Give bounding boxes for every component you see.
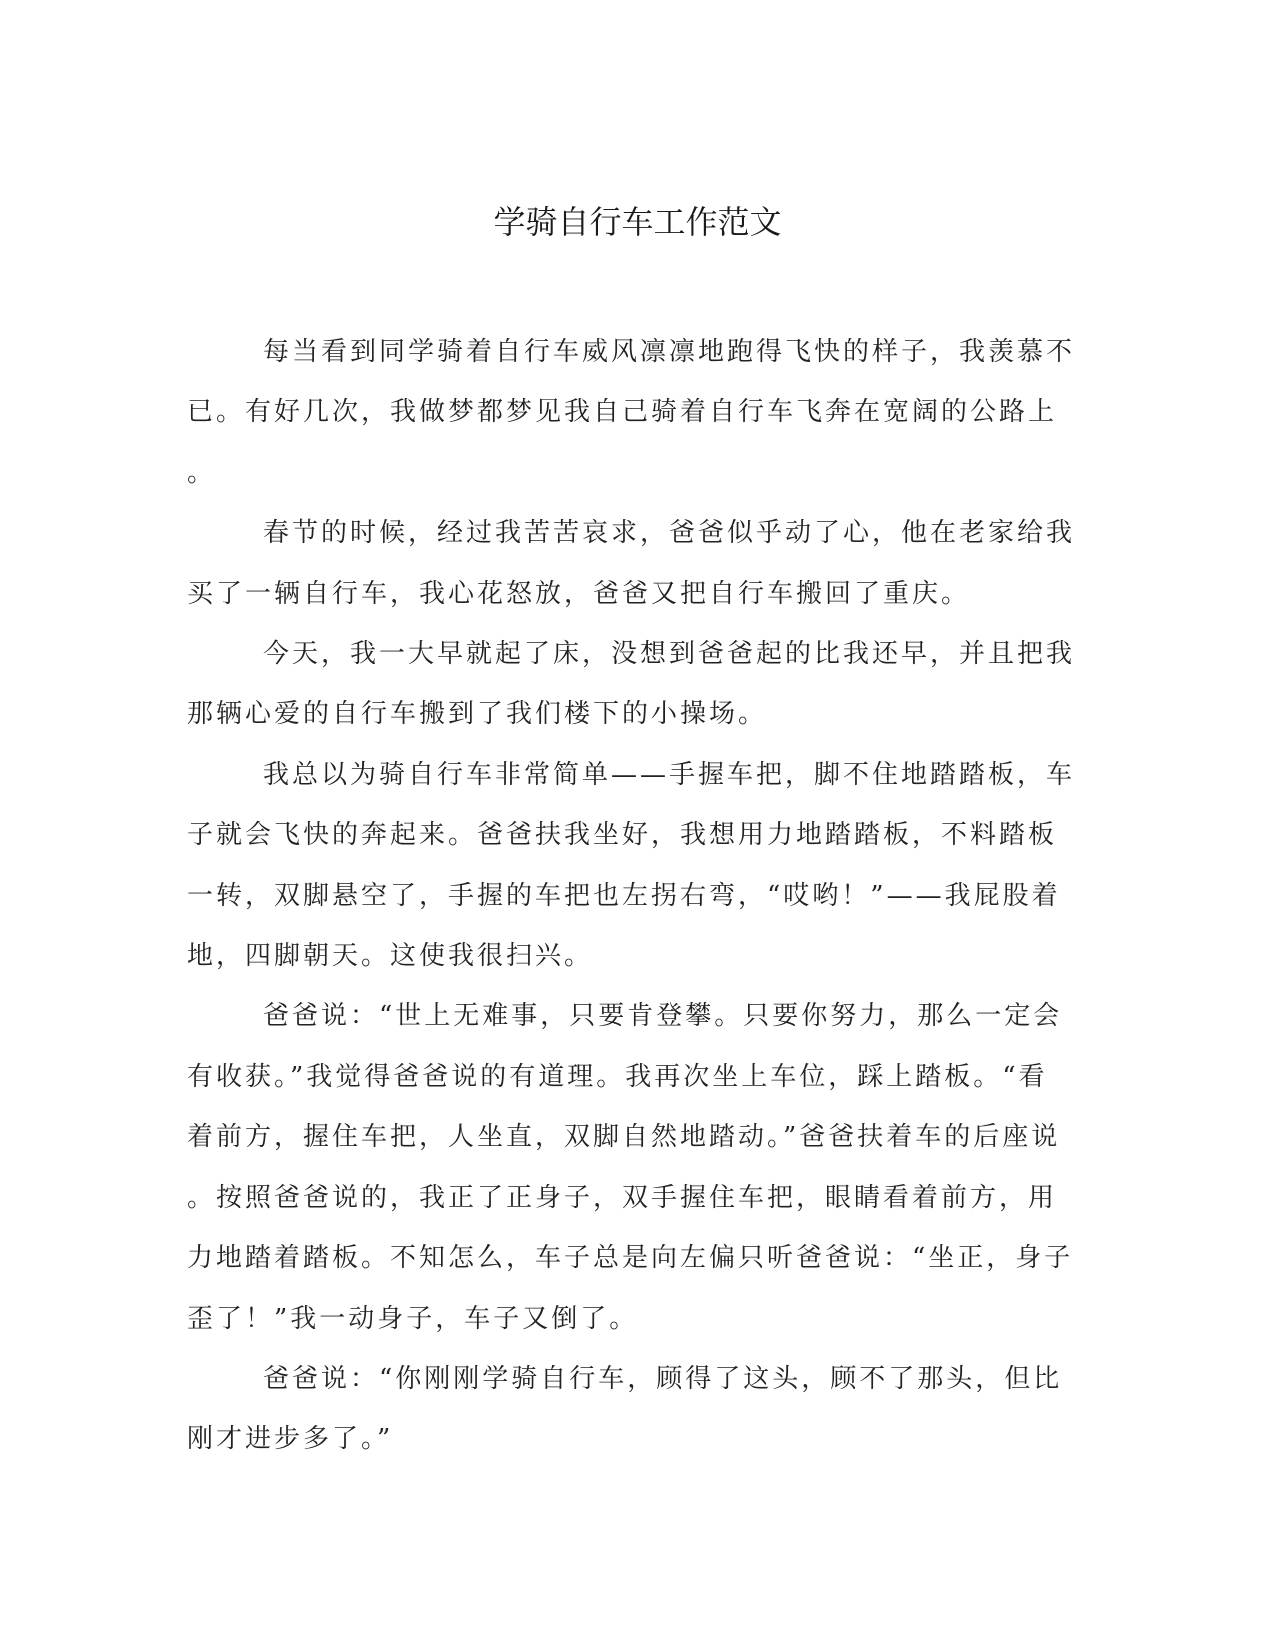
paragraph bbox=[187, 322, 1076, 503]
paragraph bbox=[187, 624, 1076, 745]
text-line: 刚才进步多了。” bbox=[187, 1424, 394, 1455]
text-line: 有收获。”我觉得爸爸说的有道理。我再次坐上车位，踩上踏板。“看 bbox=[187, 1061, 1048, 1092]
text-line: 爸爸说：“世上无难事，只要肯登攀。只要你努力，那么一定会 bbox=[263, 1001, 1063, 1032]
paragraph bbox=[187, 1349, 1067, 1470]
text-line: 每当看到同学骑着自行车威风凛凛地跑得飞快的样子，我羡慕不 bbox=[263, 337, 1076, 367]
paragraph bbox=[187, 745, 1076, 987]
text-line: 已。有好几次，我做梦都梦见我自己骑着自行车飞奔在宽阔的公路上 bbox=[187, 397, 1058, 428]
text-line: 力地踏着踏板。不知怎么，车子总是向左偏只听爸爸说：“坐正，身子 bbox=[187, 1243, 1074, 1274]
text-line: 一转，双脚悬空了，手握的车把也左拐右弯，“哎哟！”——我屁股着 bbox=[187, 880, 1061, 911]
document-title: 学骑自行车工作范文 bbox=[493, 203, 782, 241]
text-line: 那辆心爱的自行车搬到了我们楼下的小操场。 bbox=[187, 699, 768, 730]
paragraph bbox=[187, 986, 1074, 1348]
paragraph bbox=[187, 503, 1076, 624]
text-line: 我总以为骑自行车非常简单——手握车把，脚不住地踏踏板，车 bbox=[263, 759, 1076, 790]
text-line: 子就会飞快的奔起来。爸爸扶我坐好，我想用力地踏踏板，不料踏板 bbox=[187, 820, 1058, 851]
document-body bbox=[187, 322, 1076, 1470]
text-line: 。按照爸爸说的，我正了正身子，双手握住车把，眼睛看着前方，用 bbox=[187, 1182, 1058, 1213]
text-line: 地，四脚朝天。这使我很扫兴。 bbox=[187, 941, 594, 972]
text-line: 春节的时候，经过我苦苦哀求，爸爸似乎动了心，他在老家给我 bbox=[263, 518, 1076, 549]
text-line: 着前方，握住车把，人坐直，双脚自然地踏动。”爸爸扶着车的后座说 bbox=[187, 1122, 1061, 1153]
text-line: 。 bbox=[187, 457, 217, 488]
text-line: 今天，我一大早就起了床，没想到爸爸起的比我还早，并且把我 bbox=[263, 639, 1076, 670]
text-line: 买了一辆自行车，我心花怒放，爸爸又把自行车搬回了重庆。 bbox=[187, 578, 971, 609]
text-line: 爸爸说：“你刚刚学骑自行车，顾得了这头，顾不了那头，但比 bbox=[263, 1363, 1063, 1394]
text-line: 歪了！”我一动身子，车子又倒了。 bbox=[187, 1303, 639, 1334]
